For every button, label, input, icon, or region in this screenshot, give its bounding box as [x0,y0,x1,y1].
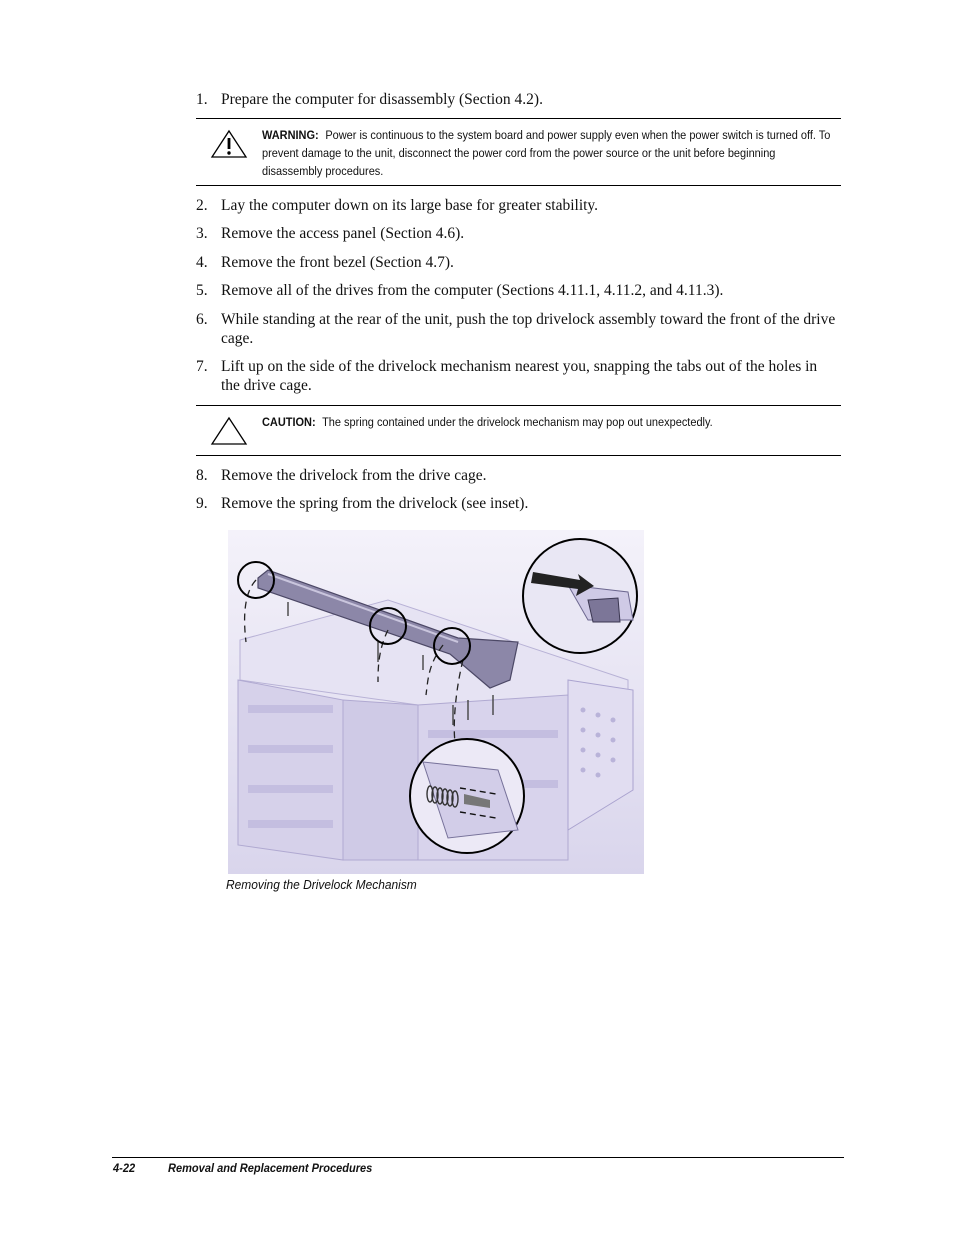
page-number: 4-22 [113,1161,136,1175]
step-text: Remove all of the drives from the computer (Sections 4.11.1, 4.11.2, and 4.11.3). [221,282,724,299]
caution-triangle-icon [210,416,248,451]
step-text: Remove the access panel (Section 4.6). [221,225,465,242]
drivelock-illustration [228,530,644,874]
step-2 [196,196,836,215]
step-number: 1. [196,91,208,108]
step-number: 3. [196,225,208,242]
step-7 [196,357,836,395]
step-number: 4. [196,254,208,271]
warning-triangle-icon [210,129,248,164]
step-3 [196,224,836,243]
step-text: Remove the front bezel (Section 4.7). [221,254,454,271]
step-number: 6. [196,311,208,328]
step-number: 7. [196,358,208,375]
warning-text: Power is continuous to the system board and power supply even when the power switch is turned off. To prevent damage to the unit, disconnect the power cord from the power source or the unit before beginning disassembly procedures. [262,128,831,178]
step-9 [196,494,836,513]
caution-label: CAUTION: [262,415,316,429]
step-4 [196,253,836,272]
step-number: 5. [196,282,208,299]
step-text: Remove the spring from the drivelock (see inset). [221,495,529,512]
step-text: Lay the computer down on its large base for greater stability. [221,197,599,214]
step-number: 9. [196,495,208,512]
figure-caption: Removing the Drivelock Mechanism [226,877,417,892]
step-text: Prepare the computer for disassembly (Section 4.2). [221,91,543,108]
step-8 [196,466,836,485]
step-number: 2. [196,197,208,214]
step-number: 8. [196,467,208,484]
step-1 [196,90,836,109]
footer-rule [112,1157,844,1158]
caution-note [196,405,841,456]
warning-note [196,118,841,186]
warning-label: WARNING: [262,128,319,142]
step-text: Lift up on the side of the drivelock mechanism nearest you, snapping the tabs out of the holes in the drive cage. [221,358,818,394]
step-5 [196,281,836,300]
step-text: While standing at the rear of the unit, push the top drivelock assembly toward the front of the drive cage. [221,311,836,347]
caution-text: The spring contained under the drivelock mechanism may pop out unexpectedly. [322,415,713,429]
step-text: Remove the drivelock from the drive cage. [221,467,487,484]
section-title: Removal and Replacement Procedures [168,1161,373,1175]
step-6 [196,310,836,348]
